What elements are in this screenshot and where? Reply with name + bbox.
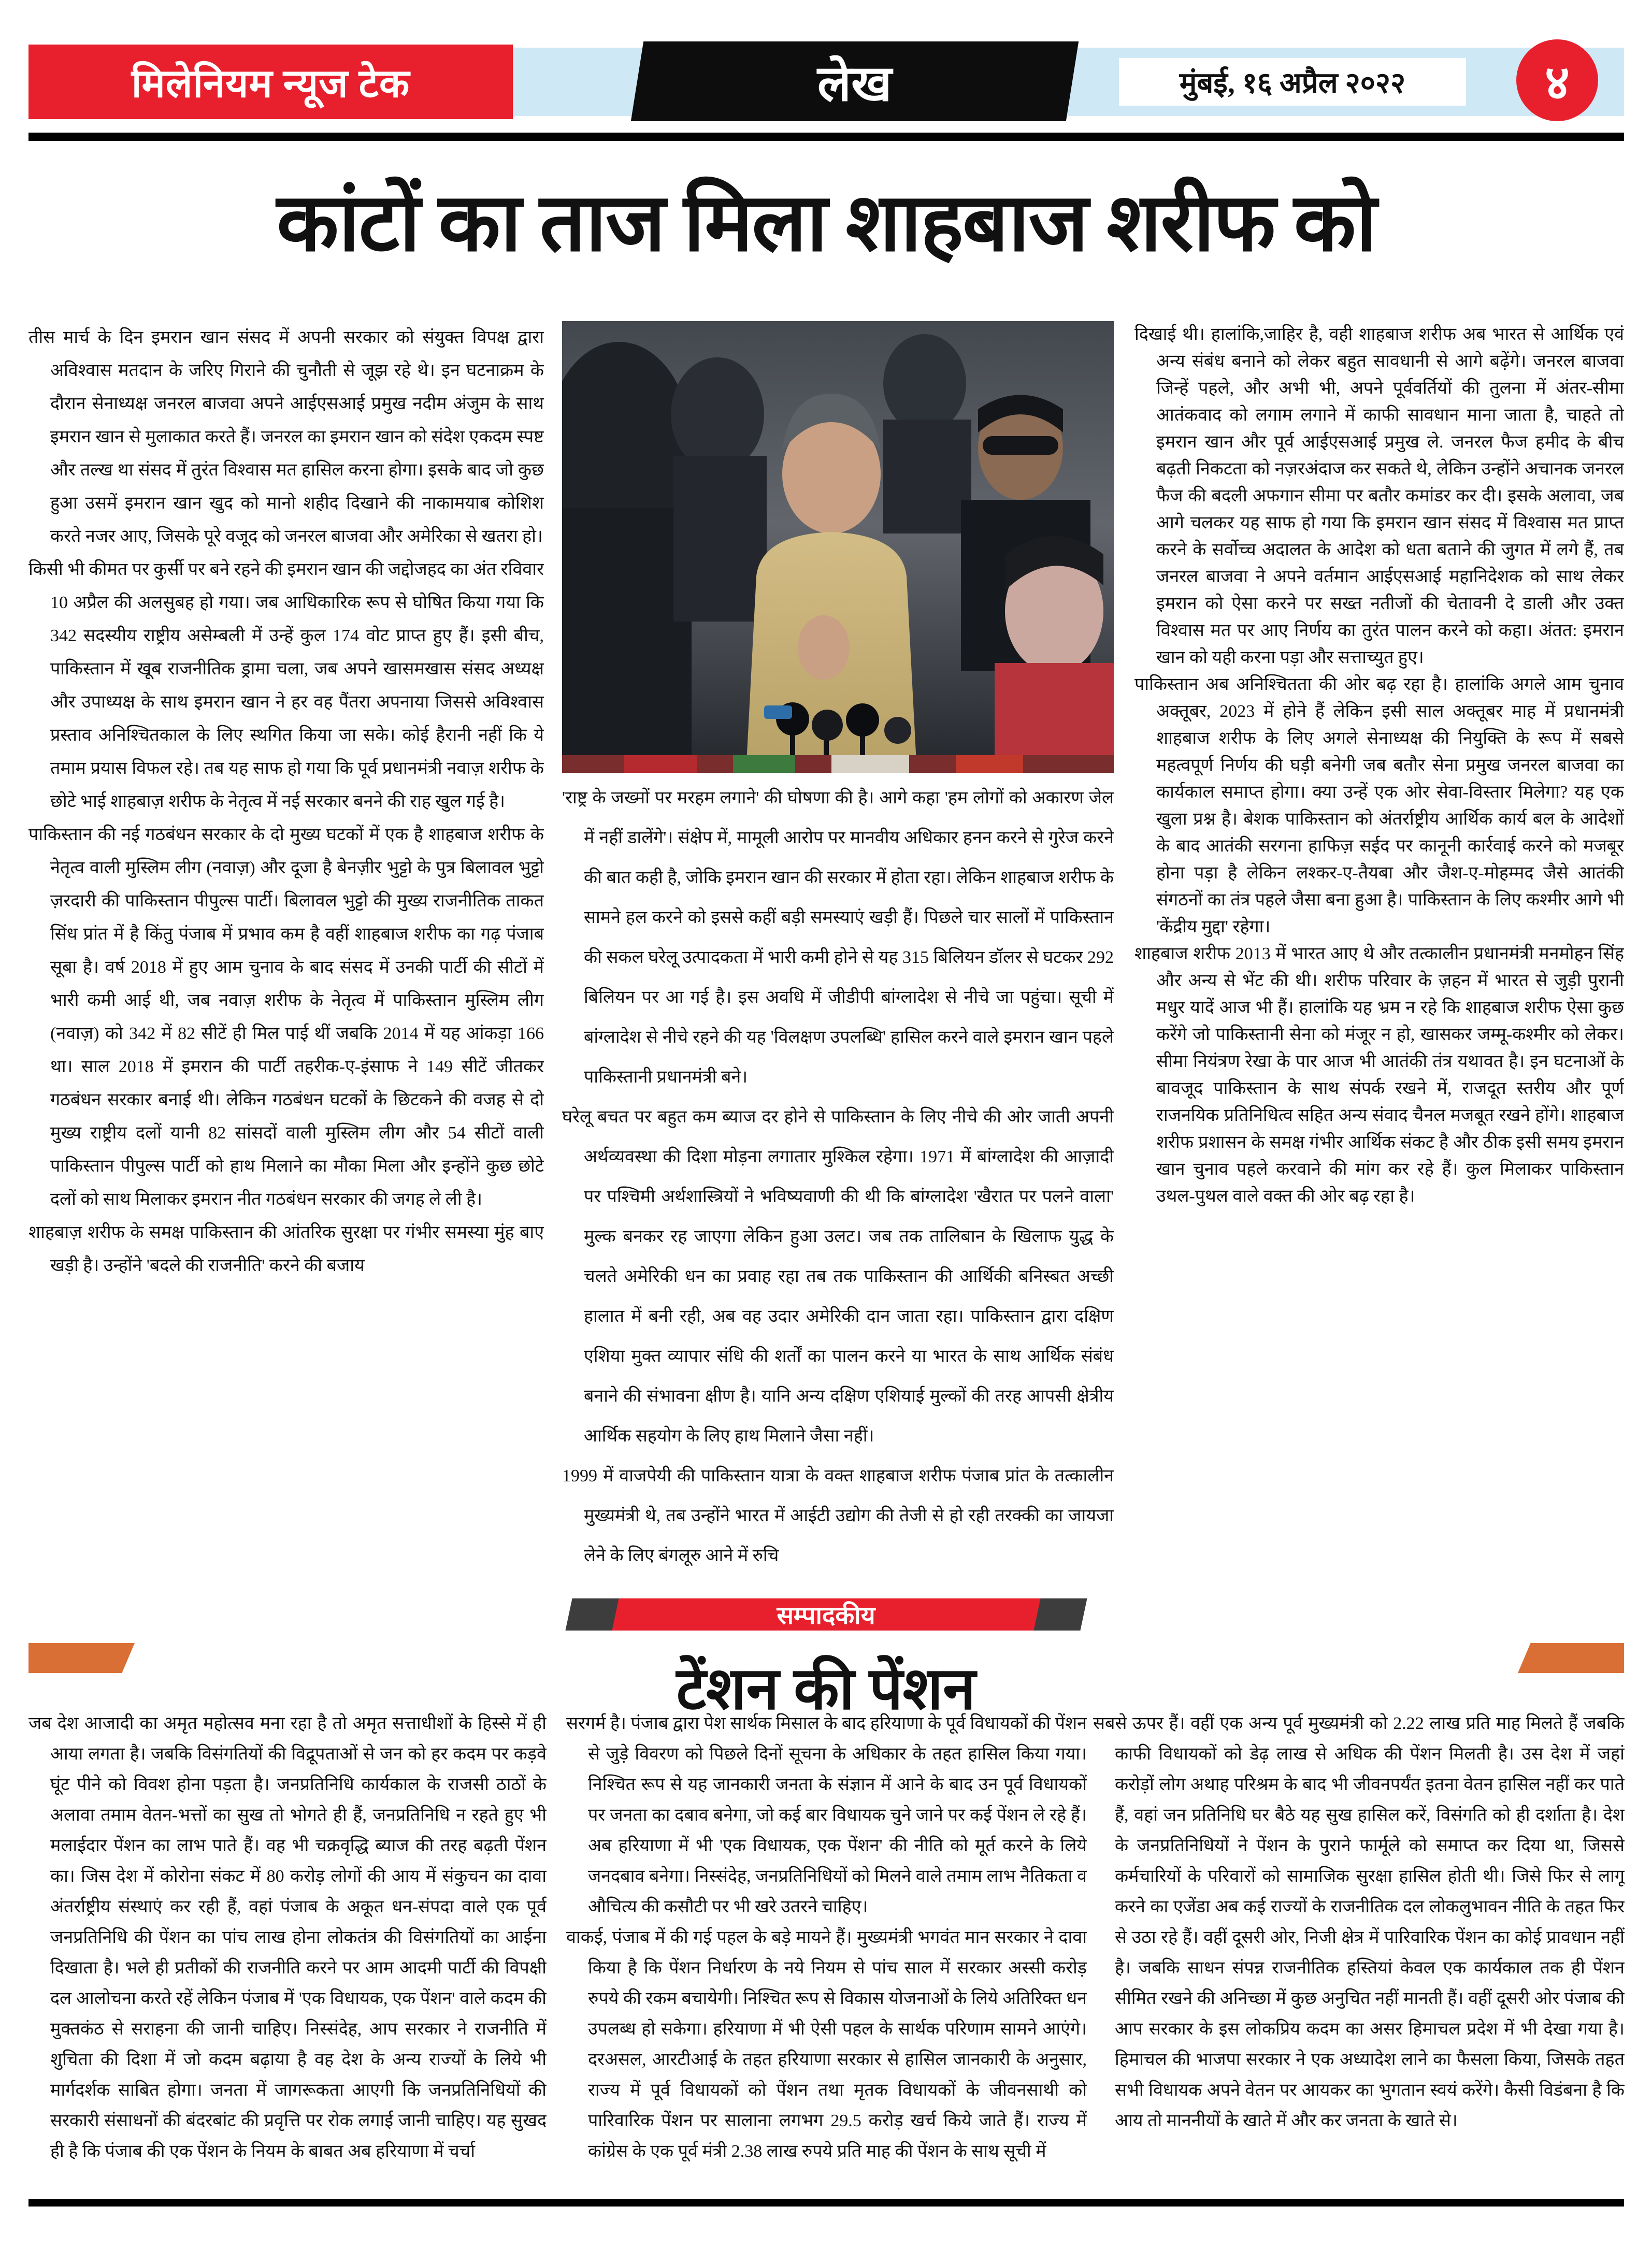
editorial-banner (601, 1598, 1052, 1631)
main-headline: कांटों का ताज मिला शाहबाज शरीफ को (277, 178, 1376, 268)
section-label-box (631, 41, 1079, 121)
paragraph: शाहबाज़ शरीफ के समक्ष पाकिस्तान की आंतरिक सुरक्षा पर गंभीर समस्या मुंह बाए खड़ी है। उन्होंने 'बदले की राजनीति' करने की बजाय (28, 1223, 544, 1275)
paragraph: सरगर्म है। पंजाब द्वारा पेश सार्थक मिसाल के बाद हरियाणा के पूर्व विधायकों की पेंशन से जुड़े विवरण को पिछले दिनों सूचना के अधिकार के तहत हासिल किया गया। निश्चित रूप से यह जानकारी जनता के संज्ञान में आने के बाद उन पूर्व विधायकों पर जनता का दबाव बनेगा, जो कई बार विधायक चुने जाने पर कई पेंशन ले रहे हैं। अब हरियाणा में भी 'एक विधायक, एक पेंशन' की नीति को मूर्त करने के लिये जनदबाव बनेगा। निस्संदेह, जनप्रतिनिधियों को मिलने वाले तमाम लाभ नैतिकता व औचित्य की कसौटी पर भी खरे उतरने चाहिए। (566, 1714, 1087, 1916)
paragraph: तीस मार्च के दिन इमरान खान संसद में अपनी सरकार को संयुक्त विपक्ष द्वारा अविश्वास मतदान के जरिए गिराने की चुनौती से जूझ रहे थे। इन घटनाक्रम के दौरान सेनाध्यक्ष जनरल बाजवा अपने आईएसआई प्रमुख नदीम अंजुम के साथ इमरान खान से मुलाकात करते हैं। जनरल का इमरान खान को संदेश एकदम स्पष्ट और तल्ख था संसद में तुरंत विश्वास मत हासिल करना होगा। इसके बाद जो कुछ हुआ उसमें इमरान खान खुद को मानो शहीद दिखाने की नाकामयाब कोशिश करते नजर आए, जिसके पूरे वजूद को जनरल बाजवा और अमेरिका से खतरा हो। (28, 328, 544, 546)
paragraph: जब देश आजादी का अमृत महोत्सव मना रहा है तो अमृत सत्ताधीशों के हिस्से में ही आया लगता है। जबकि विसंगतियों की विद्रूपताओं से जन को हर कदम पर कड़वे घूंट पीने को विवश होना पड़ता है। जनप्रतिनिधि कार्यकाल के राजसी ठाठों के अलावा तमाम वेतन-भत्तों का सुख तो भोगते ही हैं, जनप्रतिनिधि न रहते हुए भी मलाईदार पेंशन का लाभ पाते हैं। वह भी चक्रवृद्धि ब्याज की तरह बढ़ती पेंशन का। जिस देश में कोरोना संकट में 80 करोड़ लोगों की आय में संकुचन का दावा अंतर्राष्ट्रीय संस्थाएं कर रही हैं, वहां पंजाब के अकूत धन-संपदा वाले एक पूर्व जनप्रतिनिधि की पेंशन का पांच लाख होना लोकतंत्र की विसंगतियों का आईना दिखाता है। भले ही प्रतीकों की राजनीति करने पर आम आदमी पार्टी की विपक्षी दल आलोचना करते रहें लेकिन पंजाब में 'एक विधायक, एक पेंशन' वाले कदम की मुक्तकंठ से सराहना की जानी चाहिए। निस्संदेह, आप सरकार ने राजनीति में शुचिता की दिशा में जो कदम बढ़ाया है वह देश के अन्य राज्यों के लिये भी मार्गदर्शक साबित होगा। जनता में जागरूकता आएगी कि जनप्रतिनिधियों की सरकारी संसाधनों की बंदरबांट की प्रवृत्ति पर रोक लगाई जानी चाहिए। यह सुखद ही है कि पंजाब की एक पेंशन के नियम के बाबत अब हरियाणा में चर्चा (28, 1714, 547, 2161)
paragraph: पाकिस्तान अब अनिश्चितता की ओर बढ़ रहा है। हालांकि अगले आम चुनाव अक्तूबर, 2023 में होने हैं लेकिन इसी साल अक्तूबर माह में प्रधानमंत्री शाहबाज शरीफ के लिए अगले सेनाध्यक्ष की नियुक्ति के रूप में सबसे महत्वपूर्ण निर्णय की घड़ी बनेगी जब बतौर सेना प्रमुख जनरल बाजवा का कार्यकाल समाप्त होगा। क्या उन्हें एक ओर सेवा-विस्तार मिलेगा? यह एक खुला प्रश्न है। बेशक पाकिस्तान को अंतर्राष्ट्रीय आर्थिक कार्य बल के आदेशों के बाद आतंकी सरगना हाफिज़ सईद पर कानूनी कार्रवाई करने को मजबूर होना पड़ा है लेकिन लश्कर-ए-तैयबा और जैश-ए-मोहम्मद जैसे आतंकी संगठनों का तंत्र पहले जैसा बना हुआ है। पाकिस्तान के लिए कश्मीर आगे भी 'केंद्रीय मुद्दा' रहेगा। (1134, 675, 1624, 936)
article-column-middle-text (562, 778, 1114, 1576)
paragraph: वाकई, पंजाब में की गई पहल के बड़े मायने हैं। मुख्यमंत्री भगवंत मान सरकार ने दावा किया है कि पेंशन निर्धारण के नये नियम से पांच साल में सरकार अस्सी करोड़ रुपये की रकम बचायेगी। निश्चित रूप से विकास योजनाओं के लिये अतिरिक्त धन उपलब्ध हो सकेगा। हरियाणा में भी ऐसी पहल के सार्थक परिणाम सामने आएंगे। दरअसल, आरटीआई के तहत हरियाणा सरकार से हासिल जानकारी के अनुसार, राज्य में पूर्व विधायकों को पेंशन तथा मृतक विधायकों के जीवनसाथी को पारिवारिक पेंशन पर सालाना लगभग 29.5 करोड़ खर्च किये जाते हैं। राज्य में कांग्रेस के एक पूर्व मंत्री 2.38 लाख रुपये प्रति माह की पेंशन के साथ सूची में (566, 1928, 1087, 2161)
editorial-column-2 (566, 1708, 1087, 2195)
page-number-badge: ४ (1516, 39, 1598, 121)
page-header (28, 45, 1624, 119)
dateline: मुंबई, १६ अप्रैल २०२२ (1119, 58, 1466, 106)
editorial-headline: टेंशन की पेंशन (676, 1656, 976, 1722)
editorial-banner-label: सम्पादकीय (777, 1602, 875, 1629)
paragraph: दिखाई थी। हालांकि,जाहिर है, वही शाहबाज शरीफ अब भारत से आर्थिक एवं अन्य संबंध बनाने को लेकर बहुत सावधानी से आगे बढ़ेंगे। जनरल बाजवा जिन्हें पहले, और अभी भी, अपने पूर्ववर्तियों की तुलना में अंतर-सीमा आतंकवाद को लगाम लगाने में काफी सावधान माना जाता है, चाहते तो इमरान खान और पूर्व आईएसआई प्रमुख ले. जनरल फैज हमीद के बीच बढ़ती निकटता को नज़रअंदाज कर सकते थे, लेकिन उन्होंने अचानक जनरल फैज की बदली अफगान सीमा पर बतौर कमांडर कर दी। इसके अलावा, जब आगे चलकर यह साफ हो गया कि इमरान खान संसद में विश्वास मत प्राप्त करने के सर्वोच्च अदालत के आदेश को धता बताने की जुगत में लगे हैं, तब जनरल बाजवा ने अपने वर्तमान आईएसआई महानिदेशक को साथ लेकर इमरान को ऐसा करने पर सख्त नतीजों की चेतावनी दे डाली और उक्त विश्वास मत पर आए निर्णय का तुरंत पालन करने को कहा। अंतत: इमरान खान को यही करना पड़ा और सत्ताच्युत हुए। (1134, 325, 1624, 667)
paragraph: शाहबाज शरीफ 2013 में भारत आए थे और तत्कालीन प्रधानमंत्री मनमोहन सिंह और अन्य से भेंट की थी। शरीफ परिवार के ज़हन में भारत से जुड़ी पुरानी मधुर यादें आज भी हैं। हालांकि यह भ्रम न रहे कि शाहबाज शरीफ ऐसा कुछ करेंगे जो पाकिस्तानी सेना को मंजूर न हो, खासकर जम्मू-कश्मीर को लेकर। सीमा नियंत्रण रेखा के पार आज भी आतंकी तंत्र यथावत है। इन घटनाओं के बावजूद पाकिस्तान के साथ संपर्क रखने में, राजदूत स्तरीय और पूर्ण राजनयिक प्रतिनिधित्व सहित अन्य संवाद चैनल मजबूत रखने होंगे। शाहबाज शरीफ प्रशासन के समक्ष गंभीर आर्थिक संकट है और ठीक इसी समय इमरान खान चुनाव पहले करवाने की मांग कर रहे हैं। कुल मिलाकर पाकिस्तान उथल-पुथल वाले वक्त की ओर बढ़ रहा है। (1134, 944, 1624, 1206)
article-photo (562, 321, 1114, 773)
article-photo-graphic (562, 321, 1114, 773)
article-column-middle (562, 321, 1114, 1600)
editorial-column-1 (28, 1708, 547, 2195)
paragraph: किसी भी कीमत पर कुर्सी पर बने रहने की इमरान खान की जद्दोजहद का अंत रविवार 10 अप्रैल की अलसुबह हो गया। जब आधिकारिक रूप से घोषित किया गया कि 342 सदस्यीय राष्ट्रीय असेम्बली में उन्हें कुल 174 वोट प्राप्त हुए हैं। इसी बीच, पाकिस्तान में खूब राजनीतिक ड्रामा चला, जब अपने खासमखास संसद अध्यक्ष और उपाध्यक्ष के साथ इमरान खान ने हर वह पैंतरा अपनाया जिससे अविश्वास प्रस्ताव अनिश्चितकाल के लिए स्थगित किया जा सके। कोई हैरानी नहीं कि ये तमाम प्रयास विफल रहे। तब यह साफ हो गया कि पूर्व प्रधानमंत्री नवाज़ शरीफ के छोटे भाई शाहबाज़ शरीफ के नेतृत्व में नई सरकार बनने की राह खुल गई है। (28, 560, 544, 811)
editorial-column-3 (1093, 1708, 1625, 2195)
article-column-left (28, 321, 544, 1600)
paragraph: 1999 में वाजपेयी की पाकिस्तान यात्रा के वक्त शाहबाज शरीफ पंजाब प्रांत के तत्कालीन मुख्यमंत्री थे, तब उन्होंने भारत में आईटी उद्योग की तेजी से हो रही तरक्की का जायजा लेने के लिए बंगलूरु आने में रुचि (562, 1466, 1114, 1565)
section-label: लेख (817, 55, 892, 111)
masthead: मिलेनियम न्यूज टेक (28, 45, 513, 119)
bottom-rule (28, 2199, 1624, 2207)
paragraph: सबसे ऊपर हैं। वहीं एक अन्य पूर्व मुख्यमंत्री को 2.22 लाख प्रति माह मिलते हैं जबकि काफी विधायकों को डेढ़ लाख से अधिक की पेंशन मिलती है। उस देश में जहां करोड़ों लोग अथाह परिश्रम के बाद भी जीवनपर्यंत इतना वेतन हासिल नहीं कर पाते हैं, वहां जन प्रतिनिधि घर बैठे यह सुख हासिल करें, विसंगति को ही दर्शाता है। देश के जनप्रतिनिधियों ने पेंशन के पुराने फार्मूले को समाप्त कर दिया था, जिससे कर्मचारियों के परिवारों को सामाजिक सुरक्षा हासिल होती थी। जिसे फिर से लागू करने का एजेंडा अब कई राज्यों के राजनीतिक दल लोकलुभावन नीति के तहत फिर से उठा रहे हैं। वहीं दूसरी ओर, निजी क्षेत्र में पारिवारिक पेंशन का कोई प्रावधान नहीं है। जबकि साधन संपन्न राजनीतिक हस्तियां केवल एक कार्यकाल तक ही पेंशन सीमित रखने की अनिच्छा में कुछ अनुचित नहीं मानती हैं। वहीं दूसरी ओर पंजाब की आप सरकार के इस लोकप्रिय कदम का असर हिमाचल प्रदेश में भी देखा गया है। हिमाचल की भाजपा सरकार ने एक अध्यादेश लाने का फैसला किया, जिसके तहत सभी विधायक अपने वेतन पर आयकर का भुगतान स्वयं करेंगे। कैसी विडंबना है कि आय तो माननीयों के खाते में और कर जनता के खाते से। (1093, 1714, 1625, 2130)
article-column-right (1134, 321, 1624, 1600)
paragraph: 'राष्ट्र के जख्मों पर मरहम लगाने' की घोषणा की है। आगे कहा 'हम लोगों को अकारण जेल में नहीं डालेंगे'। संक्षेप में, मामूली आरोप पर मानवीय अधिकार हनन करने से गुरेज करने की बात कही है, जोकि इमरान खान की सरकार में होता रहा। लेकिन शाहबाज शरीफ के सामने हल करने को इससे कहीं बड़ी समस्याएं खड़ी हैं। पिछले चार सालों में पाकिस्तान की सकल घरेलू उत्पादकता में भारी कमी होने से यह 315 बिलियन डॉलर से घटकर 292 बिलियन पर आ गई है। इस अवधि में जीडीपी बांग्लादेश से नीचे जा पहुंचा। सूची में बांग्लादेश से नीचे रहने की यह 'विलक्षण उपलब्धि' हासिल करने वाले इमरान खान पहले पाकिस्तानी प्रधानमंत्री बने। (562, 788, 1114, 1087)
paragraph: घरेलू बचत पर बहुत कम ब्याज दर होने से पाकिस्तान के लिए नीचे की ओर जाती अपनी अर्थव्यवस्था की दिशा मोड़ना लगातार मुश्किल रहेगा। 1971 में बांग्लादेश की आज़ादी पर पश्चिमी अर्थशास्त्रियों ने भविष्यवाणी की थी कि बांग्लादेश 'खैरात पर पलने वाला' मुल्क बनकर रह जाएगा लेकिन हुआ उलट। जब तक तालिबान के खिलाफ युद्ध के चलते अमेरिकी धन का प्रवाह रहा तब तक पाकिस्तान की आर्थिकी बनिस्बत अच्छी हालात में बनी रही, अब वह उदार अमेरिकी दान जाता रहा। पाकिस्तान द्वारा दक्षिण एशिया मुक्त व्यापार संधि की शर्तों का पालन करने या भारत के साथ आर्थिक संबंध बनाने की संभावना क्षीण है। यानि अन्य दक्षिण एशियाई मुल्कों की तरह आपसी क्षेत्रीय आर्थिक सहयोग के लिए हाथ मिलाने जैसा नहीं। (562, 1107, 1114, 1446)
header-rule (28, 133, 1624, 141)
paragraph: पाकिस्तान की नई गठबंधन सरकार के दो मुख्य घटकों में एक है शाहबाज शरीफ के नेतृत्व वाली मुस्लिम लीग (नवाज़) और दूजा है बेनज़ीर भुट्टो के पुत्र बिलावल भुट्टो ज़रदारी की पाकिस्तान पीपुल्स पार्टी। बिलावल भुट्टो की मुख्य राजनीतिक ताकत सिंध प्रांत में है किंतु पंजाब में प्रभाव कम है वहीं शाहबाज शरीफ का गढ़ पंजाब सूबा है। वर्ष 2018 में हुए आम चुनाव के बाद संसद में उनकी पार्टी की सीटों में भारी कमी आई थी, जब नवाज़ शरीफ के नेतृत्व में पाकिस्तान मुस्लिम लीग (नवाज़) को 342 में 82 सीटें ही मिल पाई थीं जबकि 2014 में यह आंकड़ा 166 था। साल 2018 में इमरान की पार्टी तहरीक-ए-इंसाफ ने 149 सीटें जीतकर गठबंधन सरकार बनाई थी। लेकिन गठबंधन घटकों के छिटकने की वजह से दो मुख्य राष्ट्रीय दलों यानी 82 सांसदों वाली मुस्लिम लीग और 54 सीटों वाली पाकिस्तान पीपुल्स पार्टी को हाथ मिलाने का मौका मिला और इन्होंने कुछ छोटे दलों को साथ मिलाकर इमरान नीत गठबंधन सरकार की जगह ले ली है। (28, 825, 544, 1209)
